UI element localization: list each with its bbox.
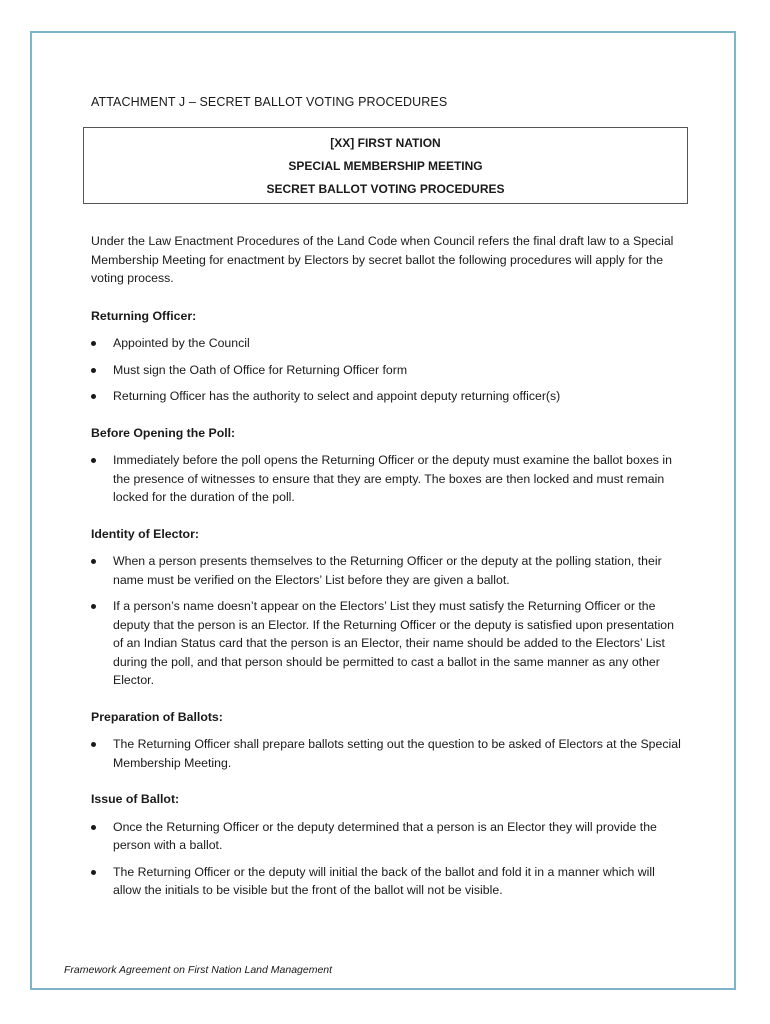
- bullet-icon: [91, 742, 96, 747]
- document-body: [91, 232, 681, 918]
- bullet-icon: [91, 604, 96, 609]
- title-box: [83, 127, 688, 204]
- list-item-text: Must sign the Oath of Office for Returning Officer form: [113, 362, 408, 377]
- list-item: [91, 818, 681, 855]
- bullet-icon: [91, 458, 96, 463]
- list-item: [91, 863, 681, 900]
- title-meeting: SPECIAL MEMBERSHIP MEETING: [288, 158, 483, 173]
- before-opening-list: [91, 451, 681, 507]
- list-item-text: If a person’s name doesn’t appear on the Electors’ List they must satisfy the Returning Officer or the deputy that the person is an Elector. If the Returning Officer or the deputy is satisfied upon presentation of an Indian Status card that the person is an Elector, their name should be added to the Electors’ List during the poll, and that person should be permitted to cast a ballot in the same manner as any other Elector.: [113, 599, 674, 687]
- list-item-text: Once the Returning Officer or the deputy determined that a person is an Elector they will provide the person with a ballot.: [113, 819, 657, 852]
- list-item: [91, 735, 681, 772]
- list-item-text: Immediately before the poll opens the Returning Officer or the deputy must examine the ballot boxes in the presence of witnesses to ensure that they are empty. The boxes are then locked and must remain locked for the duration of the poll.: [113, 453, 672, 504]
- footer-text: Framework Agreement on First Nation Land Management: [64, 964, 333, 976]
- bullet-icon: [91, 368, 96, 373]
- preparation-list: [91, 735, 681, 772]
- list-item: [91, 451, 681, 507]
- section-heading-issue: Issue of Ballot:: [91, 792, 180, 806]
- intro-paragraph: Under the Law Enactment Procedures of the Land Code when Council refers the final draft law to a Special Membership Meeting for enactment by Electors by secret ballot the following procedures will apply for the voting process.: [91, 234, 674, 285]
- list-item: [91, 552, 681, 589]
- list-item: [91, 387, 681, 406]
- section-heading-identity: Identity of Elector:: [91, 526, 199, 541]
- bullet-icon: [91, 341, 96, 346]
- bullet-icon: [91, 825, 96, 830]
- bullet-icon: [91, 394, 96, 399]
- issue-list: [91, 818, 681, 900]
- list-item-text: Returning Officer has the authority to select and appoint deputy returning officer(s): [113, 389, 561, 403]
- bullet-icon: [91, 870, 96, 875]
- section-heading-preparation: Preparation of Ballots:: [91, 709, 223, 724]
- title-procedures: SECRET BALLOT VOTING PROCEDURES: [266, 181, 505, 196]
- bullet-icon: [91, 559, 96, 564]
- list-item-text: The Returning Officer shall prepare ballots setting out the question to be asked of Electors at the Special Membership Meeting.: [113, 737, 681, 770]
- section-heading-returning-officer: Returning Officer:: [91, 308, 197, 323]
- title-first-nation: [XX] FIRST NATION: [330, 135, 441, 150]
- list-item-text: When a person presents themselves to the Returning Officer or the deputy at the polling station, their name must be verified on the Electors’ List before they are given a ballot.: [113, 554, 662, 587]
- attachment-title: ATTACHMENT J – SECRET BALLOT VOTING PROCEDURES: [91, 95, 448, 109]
- identity-list: [91, 552, 681, 690]
- section-heading-before-opening: Before Opening the Poll:: [91, 425, 236, 440]
- list-item: [91, 361, 681, 380]
- returning-officer-list: [91, 334, 681, 406]
- list-item-text: The Returning Officer or the deputy will initial the back of the ballot and fold it in a manner which will allow the initials to be visible but the front of the ballot will not be visible.: [113, 864, 655, 897]
- list-item-text: Appointed by the Council: [113, 336, 250, 350]
- list-item: [91, 597, 681, 690]
- list-item: [91, 334, 681, 353]
